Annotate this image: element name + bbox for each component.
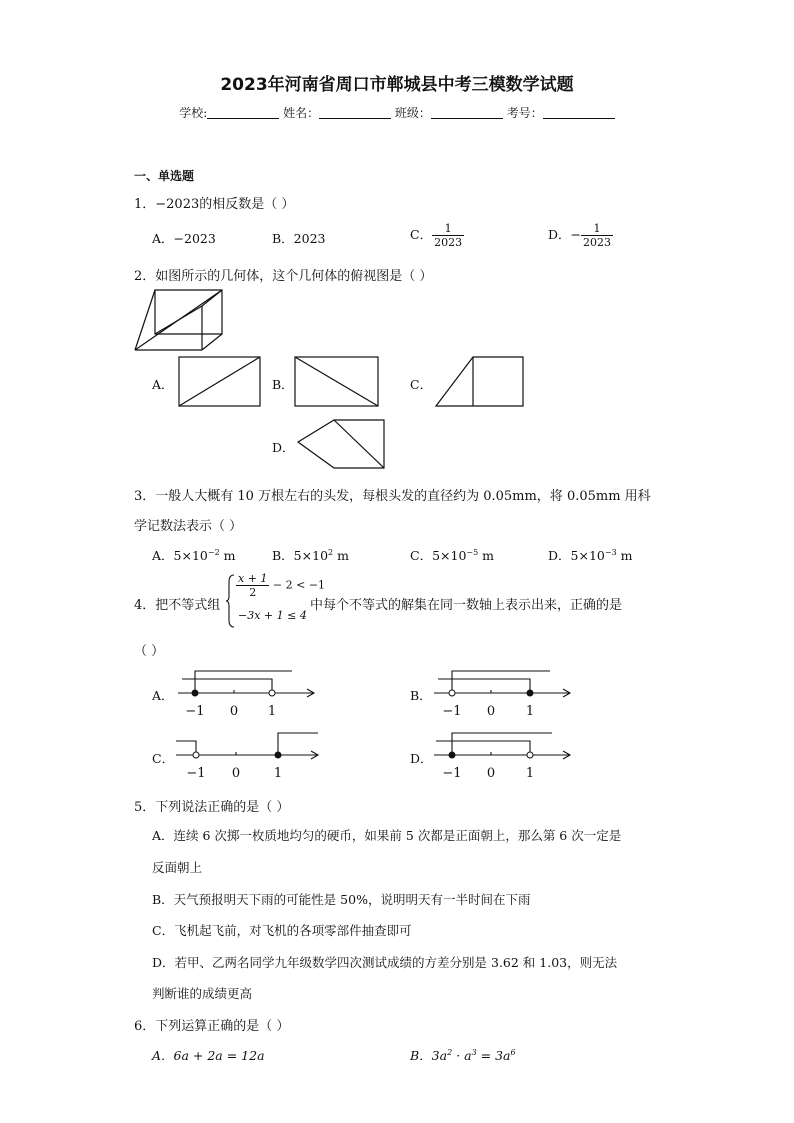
section-heading: 一、单选题 [134, 169, 195, 183]
q2-option-c-figure [434, 356, 526, 408]
q4-option-c-label: C． [152, 751, 175, 766]
q1-option-a: A．−2023 [152, 231, 216, 246]
question-4-stem-line2: （ ） [134, 644, 165, 659]
name-blank[interactable] [319, 106, 391, 119]
q5-option-d-line2: 判断谁的成绩更高 [152, 986, 253, 1001]
open-dot [449, 690, 455, 696]
q2-option-d-figure [296, 418, 388, 472]
q1-option-b: B．2023 [272, 231, 326, 246]
class-blank[interactable] [431, 106, 503, 119]
tick-label: 0 [229, 704, 239, 719]
fraction-denominator: 2023 [434, 236, 463, 249]
question-6-stem: 6．下列运算正确的是（ ） [134, 1019, 290, 1034]
question-2-stem: 2．如图所示的几何体，这个几何体的俯视图是（ ） [134, 269, 433, 284]
q1-option-c-fraction [432, 222, 464, 249]
pentagon-diagonal [334, 420, 384, 468]
q2-solid-figure [130, 288, 230, 354]
q3-a-exponent: −2 [207, 547, 220, 557]
school-blank[interactable] [207, 106, 279, 119]
tick-label: 1 [525, 766, 535, 781]
fraction-numerator: 1 [581, 222, 613, 236]
question-4-stem-pre: 4．把不等式组 [134, 598, 221, 613]
question-1-stem: 1．−2023的相反数是（ ） [134, 197, 295, 212]
tick-label: −1 [442, 704, 462, 719]
q6-b-result: = 3a [476, 1048, 511, 1063]
q5-option-b: B．天气预报明天下雨的可能性是 50%，说明明天有一半时间在下雨 [152, 892, 531, 907]
q5-option-d-line1: D．若甲、乙两名同学九年级数学四次测试成绩的方差分别是 3.62 和 1.03，则无法 [152, 955, 618, 970]
exam-number-label: 考号： [506, 106, 543, 120]
q1-option-c-label: C． [410, 227, 433, 242]
tick-label: −1 [442, 766, 462, 781]
q2-option-c-label: C． [410, 377, 433, 392]
class-label: 班级： [394, 106, 431, 120]
q4-option-a-label: A． [152, 688, 174, 703]
fraction-denominator: 2 [249, 586, 257, 599]
q6-b-term2: · a [452, 1048, 472, 1063]
closed-dot [449, 752, 455, 758]
page-title: 2023年河南省周口市郸城县中考三模数学试题 [220, 75, 574, 95]
solution-ray-left [176, 741, 196, 755]
question-3-stem-line2: 学记数法表示（ ） [134, 519, 243, 534]
solid-edge [135, 290, 155, 350]
fraction-numerator: x + 1 [238, 572, 268, 585]
inequality-2: −3x + 1 ≤ 4 [238, 609, 307, 622]
question-4-stem-post: 中每个不等式的解集在同一数轴上表示出来，正确的是 [310, 598, 623, 613]
q2-option-d-label: D． [272, 440, 295, 455]
tick-label: −1 [186, 766, 206, 781]
closed-dot [192, 690, 198, 696]
solid-edge [155, 306, 202, 334]
q3-a-base: A．5×10 [152, 548, 208, 563]
q4-option-a-number-line [178, 666, 318, 722]
rect-diagonal [179, 357, 260, 406]
q2-option-b-label: B． [272, 377, 294, 392]
fraction-denominator: 2023 [583, 236, 611, 249]
q3-b-exponent: 2 [328, 547, 334, 557]
rect-diagonal [295, 357, 378, 406]
q3-d-base: D．5×10 [548, 548, 605, 563]
school-label: 学校: [179, 106, 208, 120]
q2-option-a-figure [178, 356, 262, 408]
q4-option-b-label: B． [410, 688, 432, 703]
q4-option-b-number-line [434, 666, 574, 722]
tick-label: 1 [273, 766, 283, 781]
q3-c-exponent: −5 [466, 547, 479, 557]
q6-b-term1: B．3a [410, 1048, 448, 1063]
q6-b-exp3: 6 [510, 1047, 516, 1057]
open-dot [269, 690, 275, 696]
tick-label: 0 [231, 766, 241, 781]
student-info-line [0, 104, 794, 121]
system-brace [226, 574, 236, 628]
solution-ray-right [452, 733, 552, 755]
q2-option-a-label: A． [152, 377, 174, 392]
q3-option-d [548, 546, 632, 564]
q3-d-exponent: −3 [604, 547, 617, 557]
q3-b-unit: m [333, 548, 349, 563]
name-label: 姓名： [283, 106, 320, 120]
q5-option-a-line2: 反面朝上 [152, 860, 203, 875]
q1-option-d [548, 222, 613, 249]
question-5-stem: 5．下列说法正确的是（ ） [134, 800, 290, 815]
tick-label: 1 [267, 704, 277, 719]
tick-label: 0 [486, 704, 496, 719]
q2-option-b-figure [294, 356, 380, 408]
inequality-1-rest: − 2 < −1 [272, 578, 326, 592]
q3-c-unit: m [478, 548, 495, 563]
solution-ray-right [452, 671, 550, 693]
solution-ray-right [195, 671, 292, 693]
q5-option-a-line1: A．连续 6 次掷一枚质地均匀的硬币，如果前 5 次都是正面朝上，那么第 6 次一定是 [152, 828, 622, 843]
q1-option-d-fraction [581, 222, 613, 249]
q3-a-unit: m [219, 548, 236, 563]
q6-b-exp1: 2 [447, 1047, 453, 1057]
q3-option-c [410, 546, 494, 564]
q3-b-base: B．5×10 [272, 548, 329, 563]
q3-c-base: C．5×10 [410, 548, 467, 563]
closed-dot [527, 690, 533, 696]
closed-dot [275, 752, 281, 758]
q4-option-d-number-line [434, 728, 574, 784]
q3-option-a [152, 546, 236, 564]
fraction-numerator: 1 [432, 222, 464, 236]
inequality-1-fraction [236, 572, 269, 599]
tick-label: −1 [185, 704, 205, 719]
q3-d-unit: m [616, 548, 633, 563]
q4-option-c-number-line [176, 728, 322, 784]
open-dot [193, 752, 199, 758]
tick-label: 0 [486, 766, 496, 781]
q1-option-d-label: D．− [548, 227, 581, 242]
q4-option-d-label: D． [410, 751, 433, 766]
q5-option-c: C．飞机起飞前，对飞机的各项零部件抽查即可 [152, 923, 412, 938]
q6-option-b [410, 1046, 516, 1064]
tick-label: 1 [525, 704, 535, 719]
trapezoid-outline [436, 357, 523, 406]
question-3-stem-line1: 3．一般人大概有 10 万根左右的头发，每根头发的直径约为 0.05mm，将 0.05mm 用科 [134, 489, 651, 504]
exam-number-blank[interactable] [543, 106, 615, 119]
open-dot [527, 752, 533, 758]
q6-option-a: A．6a + 2a = 12a [152, 1048, 265, 1063]
q1-option-c [410, 222, 464, 249]
q6-b-exp2: 3 [471, 1047, 477, 1057]
q3-option-b [272, 546, 349, 564]
solid-edge [202, 334, 222, 350]
